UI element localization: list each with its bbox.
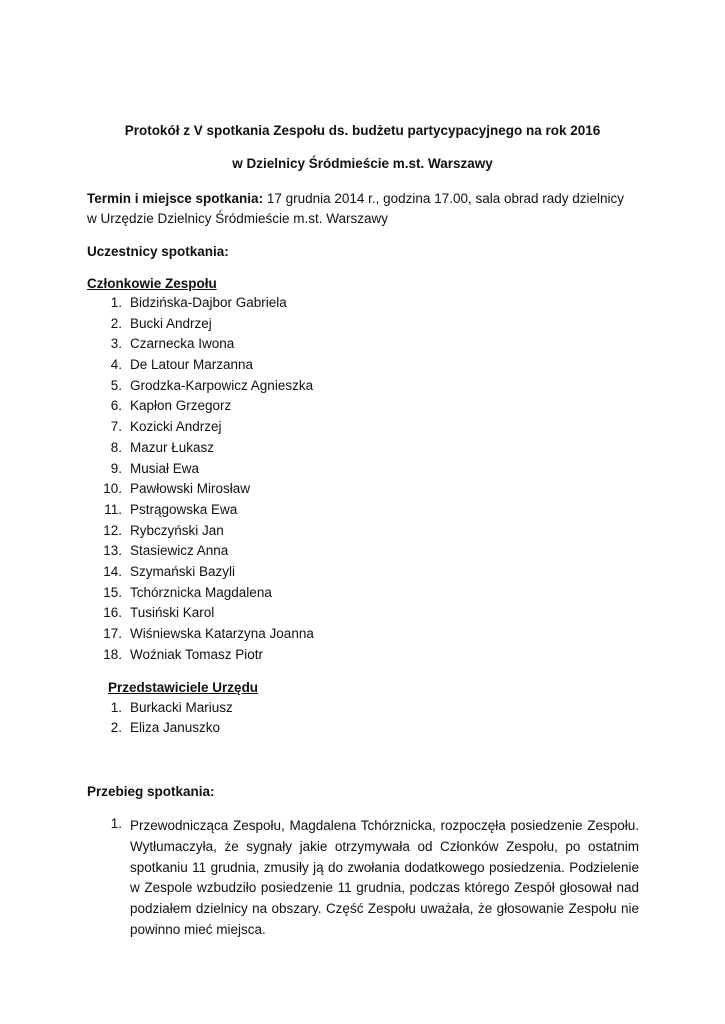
course-item-text: Przewodnicząca Zespołu, Magdalena Tchórznicka, rozpoczęła posiedzenie Zespołu. Wytłumaczyła, że sygnały jakie otrzymywała od Członków Zespołu, po ostatnim spotkaniu 11 grudnia, zmusiły ją do zwołania dodatkowego posiedzenia. Podzielenie w Zespole wzbudziło posiedzenie 11 grudnia, podczas którego Zespół głosował nad podziałem dzielnicy na obszary. Część Zespołu uważała, że głosowanie Zespołu nie powinno mieć miejsca. bbox=[130, 818, 639, 937]
member-item-text: Kozicki Andrzej bbox=[130, 419, 222, 435]
member-item-number: 14. bbox=[103, 563, 122, 579]
member-item-text: Grodzka-Karpowicz Agnieszka bbox=[130, 377, 314, 393]
members-list bbox=[87, 293, 587, 665]
member-item-text: Kapłon Grzegorz bbox=[130, 398, 232, 414]
members-heading: Członkowie Zespołu bbox=[87, 276, 217, 291]
member-item-text: Pawłowski Mirosław bbox=[130, 481, 251, 497]
member-item-number: 3. bbox=[110, 336, 122, 352]
member-item bbox=[87, 583, 587, 604]
member-item-number: 1. bbox=[110, 295, 122, 310]
member-item bbox=[87, 541, 587, 562]
member-item-text: Pstrągowska Ewa bbox=[130, 501, 238, 517]
member-item bbox=[87, 293, 587, 314]
member-item-text: Rybczyński Jan bbox=[130, 522, 224, 538]
member-item-text: Woźniak Tomasz Piotr bbox=[130, 646, 264, 662]
member-item-number: 16. bbox=[103, 605, 122, 621]
meeting-venue: w Urzędzie Dzielnicy Śródmieście m.st. Warszawy bbox=[87, 211, 389, 226]
course-heading: Przebieg spotkania: bbox=[87, 784, 215, 799]
member-item-number: 4. bbox=[110, 357, 122, 373]
member-item bbox=[87, 645, 587, 666]
meeting-date-place: 17 grudnia 2014 r., godzina 17.00, sala obrad rady dzielnicy bbox=[263, 191, 625, 206]
member-item bbox=[87, 562, 587, 583]
member-item-number: 11. bbox=[104, 501, 122, 517]
member-item-number: 2. bbox=[110, 315, 122, 331]
member-item-text: Mazur Łukasz bbox=[130, 439, 215, 455]
member-item-text: Stasiewicz Anna bbox=[130, 543, 229, 559]
course-list bbox=[87, 816, 639, 941]
participants-heading: Uczestnicy spotkania: bbox=[87, 244, 229, 259]
member-item-number: 15. bbox=[103, 584, 122, 600]
office-item-number: 1. bbox=[110, 700, 122, 715]
meeting-details bbox=[87, 189, 647, 229]
office-item-number: 2. bbox=[110, 720, 122, 735]
member-item-number: 6. bbox=[110, 398, 122, 414]
course-item-number: 1. bbox=[110, 816, 122, 831]
member-item-text: Szymański Bazyli bbox=[130, 563, 236, 579]
member-item bbox=[87, 500, 587, 521]
member-item-number: 18. bbox=[103, 646, 122, 662]
office-list bbox=[87, 698, 587, 738]
member-item-number: 7. bbox=[110, 419, 122, 435]
document-subtitle: w Dzielnicy Śródmieście m.st. Warszawy bbox=[232, 156, 493, 171]
meeting-label: Termin i miejsce spotkania: bbox=[87, 191, 264, 206]
office-item bbox=[87, 718, 587, 738]
document-title: Protokół z V spotkania Zespołu ds. budżetu partycypacyjnego na rok 2016 bbox=[124, 123, 601, 138]
member-item-number: 8. bbox=[110, 439, 122, 455]
member-item bbox=[87, 334, 587, 355]
member-item-number: 10. bbox=[103, 481, 122, 497]
office-item-text: Burkacki Mariusz bbox=[130, 700, 233, 715]
office-heading: Przedstawiciele Urzędu bbox=[108, 680, 259, 695]
member-item-text: Bidzińska-Dajbor Gabriela bbox=[130, 295, 287, 310]
member-item bbox=[87, 396, 587, 417]
member-item bbox=[87, 376, 587, 397]
member-item-text: De Latour Marzanna bbox=[130, 357, 254, 373]
member-item-text: Tchórznicka Magdalena bbox=[130, 584, 272, 600]
member-item bbox=[87, 417, 587, 438]
course-item bbox=[87, 816, 639, 941]
member-item bbox=[87, 459, 587, 480]
office-item bbox=[87, 698, 587, 718]
office-item-text: Eliza Januszko bbox=[130, 720, 221, 735]
member-item bbox=[87, 479, 587, 500]
member-item bbox=[87, 624, 587, 645]
member-item-number: 5. bbox=[110, 377, 122, 393]
member-item-text: Bucki Andrzej bbox=[130, 315, 212, 331]
member-item bbox=[87, 355, 587, 376]
member-item bbox=[87, 521, 587, 542]
member-item-number: 13. bbox=[103, 543, 122, 559]
member-item-number: 9. bbox=[110, 460, 122, 476]
member-item-text: Wiśniewska Katarzyna Joanna bbox=[130, 626, 314, 641]
member-item-text: Tusiński Karol bbox=[130, 605, 215, 621]
member-item bbox=[87, 603, 587, 624]
member-item-text: Czarnecka Iwona bbox=[130, 336, 235, 352]
member-item bbox=[87, 438, 587, 459]
member-item bbox=[87, 314, 587, 335]
member-item-number: 12. bbox=[103, 522, 122, 538]
member-item-number: 17. bbox=[103, 626, 122, 641]
member-item-text: Musiał Ewa bbox=[130, 460, 200, 476]
